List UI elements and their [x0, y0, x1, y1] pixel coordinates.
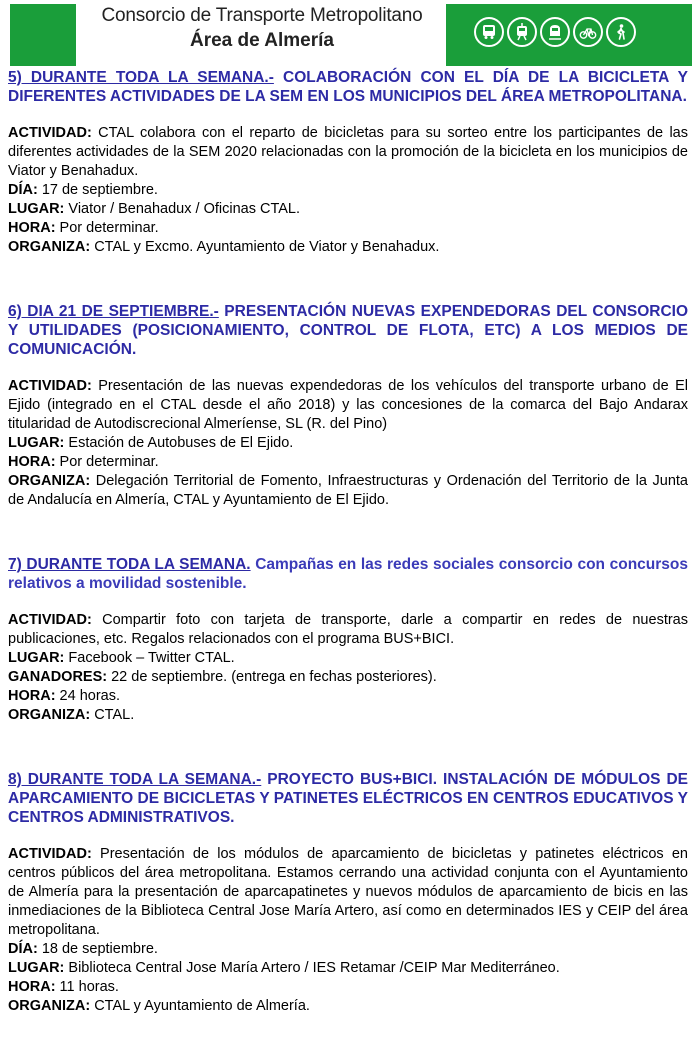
- field-label: ACTIVIDAD:: [8, 612, 92, 628]
- field-lugar: [8, 434, 688, 453]
- field-value: Por determinar.: [55, 220, 159, 236]
- section-number: 8) DURANTE TODA LA SEMANA.-: [8, 771, 262, 788]
- header: [0, 0, 700, 70]
- field-actividad: [8, 611, 688, 649]
- section-title: [8, 555, 688, 593]
- section-number: 6) DIA 21 DE SEPTIEMBRE.-: [8, 303, 219, 320]
- field-label: ORGANIZA:: [8, 707, 91, 723]
- section-8: [8, 770, 688, 1016]
- field-value: 18 de septiembre.: [37, 941, 158, 957]
- field-hora: [8, 978, 688, 997]
- field-label: LUGAR:: [8, 960, 65, 976]
- field-label: HORA:: [8, 454, 56, 470]
- title-line-1: Consorcio de Transporte Metropolitano: [101, 5, 423, 26]
- section-7: [8, 555, 688, 725]
- document-body: [8, 68, 688, 1016]
- bus-icon: [474, 17, 504, 47]
- field-value: Facebook – Twitter CTAL.: [64, 650, 235, 666]
- section-title: [8, 302, 688, 359]
- field-value: CTAL y Ayuntamiento de Almería.: [90, 998, 310, 1014]
- field-actividad: [8, 845, 688, 940]
- field-ganadores: [8, 668, 688, 687]
- field-lugar: [8, 200, 688, 219]
- field-organiza: [8, 472, 688, 510]
- section-title: [8, 68, 688, 106]
- field-label: HORA:: [8, 688, 56, 704]
- field-value: CTAL.: [90, 707, 135, 723]
- field-label: ACTIVIDAD:: [8, 125, 92, 141]
- field-value: 17 de septiembre.: [37, 182, 158, 198]
- consortium-title: [84, 4, 440, 54]
- field-value: 11 horas.: [55, 979, 119, 995]
- transport-icons: [474, 17, 636, 47]
- field-label: DÍA:: [8, 182, 38, 198]
- field-label: ORGANIZA:: [8, 998, 91, 1014]
- field-hora: [8, 219, 688, 238]
- section-5: [8, 68, 688, 257]
- section-heading: Campañas en las redes sociales consorcio con concursos relativos a movilidad sostenible.: [8, 556, 688, 592]
- field-value: Estación de Autobuses de El Ejido.: [64, 435, 294, 451]
- bicycle-icon: [573, 17, 603, 47]
- field-dia: [8, 940, 688, 959]
- section-number: 7) DURANTE TODA LA SEMANA.: [8, 556, 251, 573]
- field-actividad: [8, 124, 688, 181]
- field-hora: [8, 453, 688, 472]
- field-label: ACTIVIDAD:: [8, 846, 92, 862]
- tram-icon: [507, 17, 537, 47]
- field-value: Presentación de los módulos de aparcamiento de bicicletas y patinetes eléctricos en centros públicos del área metropolitana. Estamos cerrando una actividad conjunta con el Ayuntamiento de Almería para la presentación de aparcapatinetes y nuevos módulos de aparcamiento de bicis en las inmediaciones de la Biblioteca Central Jose María Artero, así como en determinados IES y CEIP del área metropolitana.: [8, 846, 688, 938]
- field-label: ACTIVIDAD:: [8, 378, 92, 394]
- pedestrian-icon: [606, 17, 636, 47]
- train-icon: [540, 17, 570, 47]
- field-lugar: [8, 649, 688, 668]
- field-label: GANADORES:: [8, 669, 108, 685]
- field-label: ORGANIZA:: [8, 473, 91, 489]
- field-value: 22 de septiembre. (entrega en fechas posteriores).: [107, 669, 437, 685]
- field-dia: [8, 181, 688, 200]
- field-organiza: [8, 706, 688, 725]
- field-value: Presentación de las nuevas expendedoras de los vehículos del transporte urbano de El Ejido (integrado en el CTAL desde el año 2018) y las concesiones de la comarca del Bajo Andarax titularidad de Autodiscrecional Almeríense, SL (R. del Pino): [8, 378, 688, 432]
- field-label: HORA:: [8, 979, 56, 995]
- field-value: Viator / Benahadux / Oficinas CTAL.: [64, 201, 301, 217]
- field-label: DÍA:: [8, 941, 38, 957]
- green-block-left: [10, 4, 76, 66]
- field-label: LUGAR:: [8, 201, 65, 217]
- title-line-2: Área de Almería: [190, 30, 334, 51]
- field-value: 24 horas.: [55, 688, 121, 704]
- field-actividad: [8, 377, 688, 434]
- section-title: [8, 770, 688, 827]
- section-6: [8, 302, 688, 510]
- field-label: LUGAR:: [8, 650, 65, 666]
- field-organiza: [8, 238, 688, 257]
- field-hora: [8, 687, 688, 706]
- field-label: LUGAR:: [8, 435, 65, 451]
- field-organiza: [8, 997, 688, 1016]
- field-lugar: [8, 959, 688, 978]
- field-value: Compartir foto con tarjeta de transporte, darle a compartir en redes de nuestras publicaciones, etc. Regalos relacionados con el programa BUS+BICI.: [8, 612, 688, 647]
- section-heading: PRESENTACIÓN NUEVAS EXPENDEDORAS DEL CONSORCIO Y UTILIDADES (POSICIONAMIENTO, CONTROL DE FLOTA, ETC) A LOS MEDIOS DE COMUNICACIÓN.: [8, 303, 688, 358]
- field-label: HORA:: [8, 220, 56, 236]
- section-number: 5) DURANTE TODA LA SEMANA.-: [8, 69, 274, 86]
- section-heading: PROYECTO BUS+BICI. INSTALACIÓN DE MÓDULOS DE APARCAMIENTO DE BICICLETAS Y PATINETES ELÉCTRICOS EN CENTROS EDUCATIVOS Y CENTROS ADMINISTRATIVOS.: [8, 771, 689, 826]
- field-value: Delegación Territorial de Fomento, Infraestructuras y Ordenación del Territorio de la Junta de Andalucía en Almería, CTAL y Ayuntamiento de El Ejido.: [8, 473, 688, 508]
- field-value: CTAL colabora con el reparto de bicicletas para su sorteo entre los participantes de las diferentes actividades de la SEM 2020 relacionadas con la promoción de la bicicleta en los municipios de Viator y Benahadux.: [8, 125, 688, 179]
- field-label: ORGANIZA:: [8, 239, 91, 255]
- field-value: Por determinar.: [55, 454, 159, 470]
- section-heading: COLABORACIÓN CON EL DÍA DE LA BICICLETA Y DIFERENTES ACTIVIDADES DE LA SEM EN LOS MUNICIPIOS DEL ÁREA METROPOLITANA.: [8, 69, 688, 105]
- field-value: Biblioteca Central Jose María Artero / IES Retamar /CEIP Mar Mediterráneo.: [64, 960, 560, 976]
- field-value: CTAL y Excmo. Ayuntamiento de Viator y Benahadux.: [90, 239, 440, 255]
